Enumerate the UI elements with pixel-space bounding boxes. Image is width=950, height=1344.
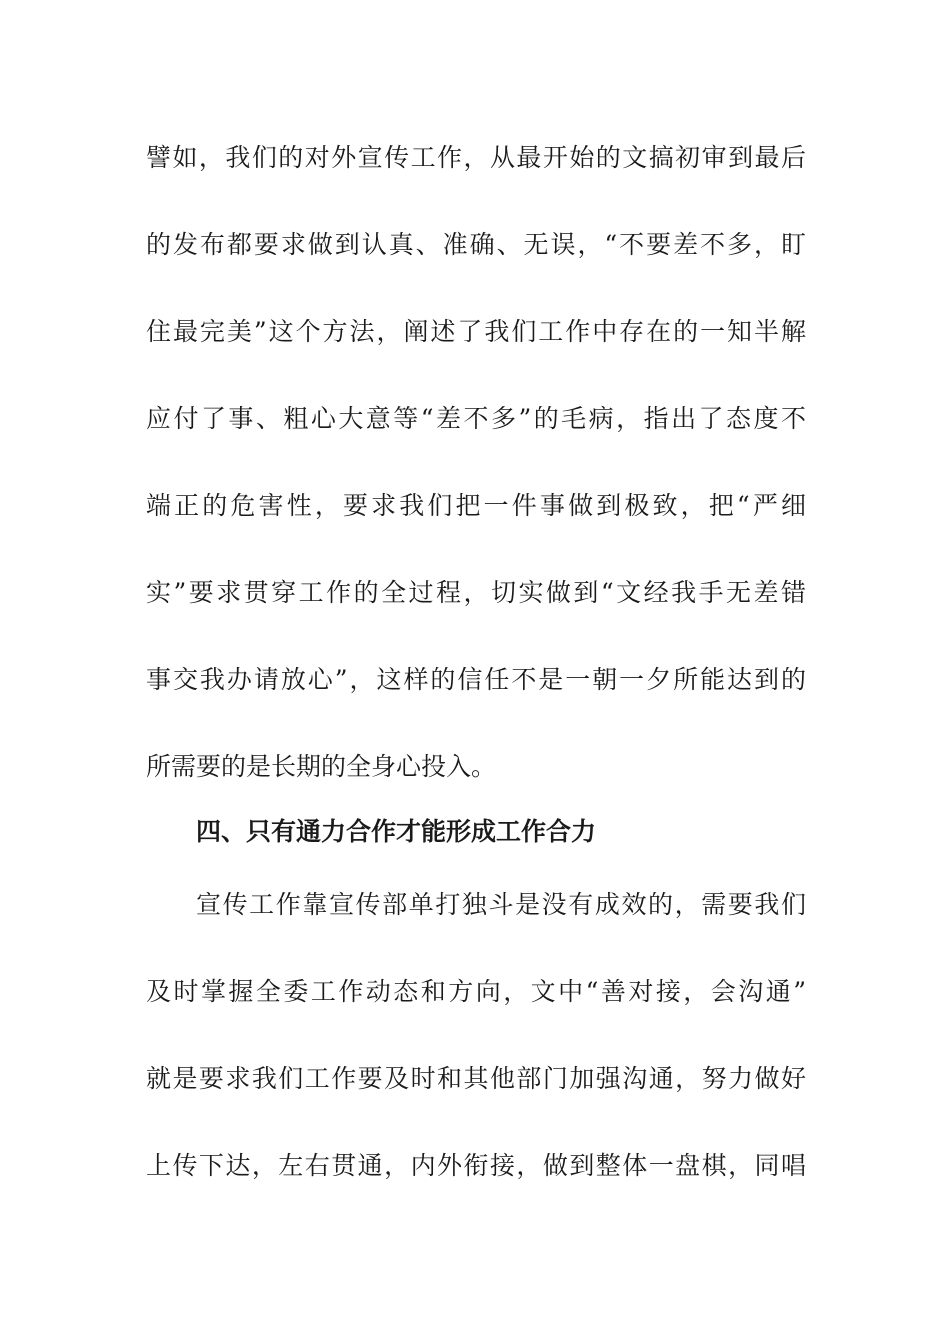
paragraph-line: 宣传工作靠宣传部单打独斗是没有成效的，需要我们	[196, 890, 806, 919]
paragraph-line: 上传下达，左右贯通，内外衔接，做到整体一盘棋，同唱	[146, 1151, 806, 1180]
paragraph-line: 的发布都要求做到认真、准确、无误，“不要差不多，盯	[146, 230, 806, 259]
paragraph-line: 譬如，我们的对外宣传工作，从最开始的文搞初审到最后	[146, 143, 806, 172]
paragraph-line: 实”要求贯穿工作的全过程，切实做到“文经我手无差错	[146, 578, 806, 607]
paragraph-line: 住最完美”这个方法，阐述了我们工作中存在的一知半解	[146, 317, 806, 346]
paragraph-line: 端正的危害性，要求我们把一件事做到极致，把“严细	[146, 491, 806, 520]
paragraph-line: 就是要求我们工作要及时和其他部门加强沟通，努力做好	[146, 1064, 806, 1093]
paragraph-line: 所需要的是长期的全身心投入。	[146, 752, 497, 781]
paragraph-line: 应付了事、粗心大意等“差不多”的毛病，指出了态度不	[146, 404, 806, 433]
paragraph-line: 事交我办请放心”，这样的信任不是一朝一夕所能达到的	[146, 665, 806, 694]
section-heading: 四、只有通力合作才能形成工作合力	[196, 817, 597, 846]
paragraph-line: 及时掌握全委工作动态和方向，文中“善对接，会沟通”	[146, 977, 806, 1006]
